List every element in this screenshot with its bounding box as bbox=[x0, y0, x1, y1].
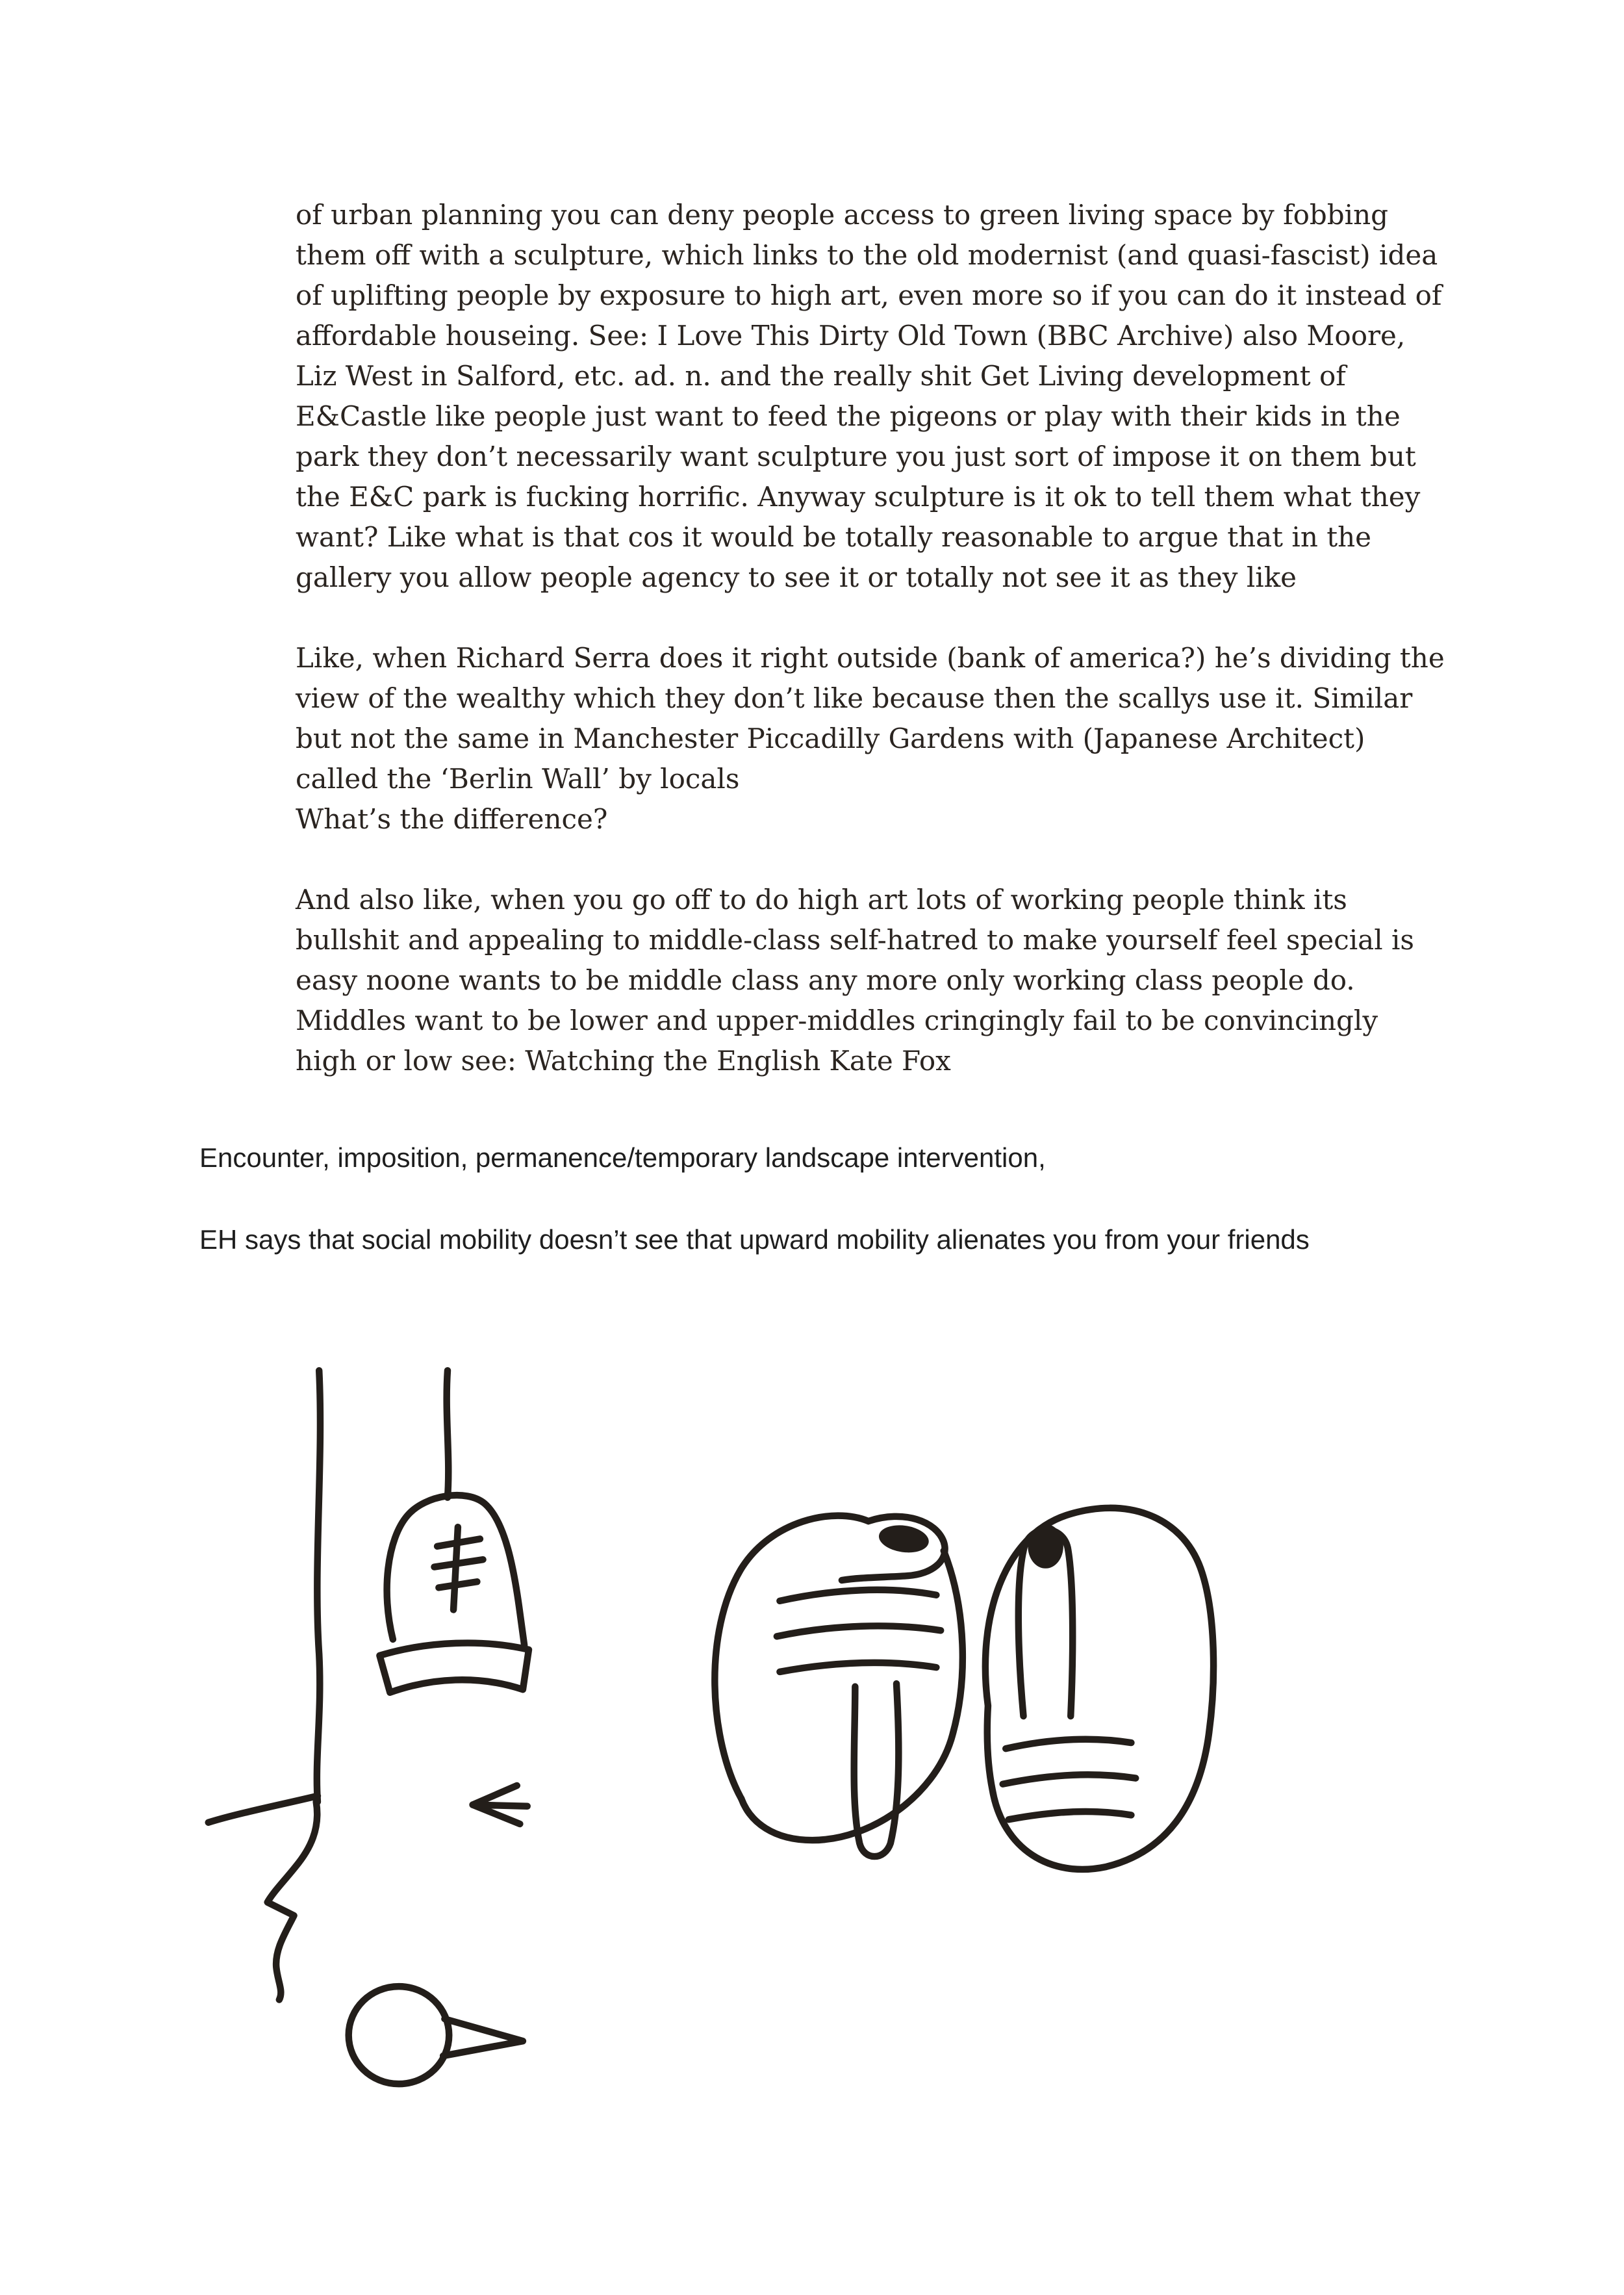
paragraph bbox=[296, 638, 1447, 840]
paragraph-line: What’s the difference? bbox=[296, 803, 608, 835]
hanging-bell-sketch bbox=[379, 1370, 529, 1693]
paragraph-line: Like, when Richard Serra does it right outside (bank of america?) he’s dividing the view of the wealthy which they don’t like because then the scallys use it. Similar but not the same in Manchester Piccadilly Gardens with (Japanese Architect) called the ‘Berlin Wall’ by locals bbox=[296, 642, 1445, 795]
finger-nail-sketch bbox=[1028, 1524, 1063, 1569]
speech-bubble-sketch bbox=[349, 1986, 523, 2084]
thumb-nail-sketch bbox=[877, 1522, 930, 1556]
gripping-hand-sketch bbox=[715, 1516, 962, 1856]
hand-drawn-sketch bbox=[177, 1359, 1248, 2186]
raised-finger-hand-sketch bbox=[985, 1508, 1213, 1869]
indented-text-block bbox=[296, 195, 1447, 1122]
sketch-strokes bbox=[209, 1370, 1213, 2084]
note-line: EH says that social mobility doesn’t see that upward mobility alienates you from your friends bbox=[199, 1224, 1310, 1255]
stick-figure-sketch bbox=[209, 1370, 320, 1999]
note-lines bbox=[199, 1141, 1538, 1257]
note-line: Encounter, imposition, permanence/temporary landscape intervention, bbox=[199, 1142, 1046, 1173]
left-arrow-sketch bbox=[473, 1786, 527, 1824]
paragraph: of urban planning you can deny people access to green living space by fobbing them off with a sculpture, which links to the old modernist (and quasi-fascist) idea of uplifting people by exposure to high art, even more so if you can do it instead of affordable houseing. See: I Love This Dirty Old Town (BBC Archive) also Moore, Liz West in Salford, etc. ad. n. and the really shit Get Living development of E&Castle like people just want to feed the pigeons or play with their kids in the park they don’t necessarily want sculpture you just sort of impose it on them but the E&C park is fucking horrific. Anyway sculpture is it ok to tell them what they want? Like what is that cos it would be totally reasonable to argue that in the gallery you allow people agency to see it or totally not see it as they like bbox=[296, 199, 1442, 593]
paragraph: And also like, when you go off to do high art lots of working people think its bullshit and appealing to middle-class self-hatred to make yourself feel special is easy noone wants to be middle class any more only working class people do. Middles want to be lower and upper-middles cringingly fail to be convincingly high or low see: Watching the English Kate Fox bbox=[296, 884, 1414, 1077]
